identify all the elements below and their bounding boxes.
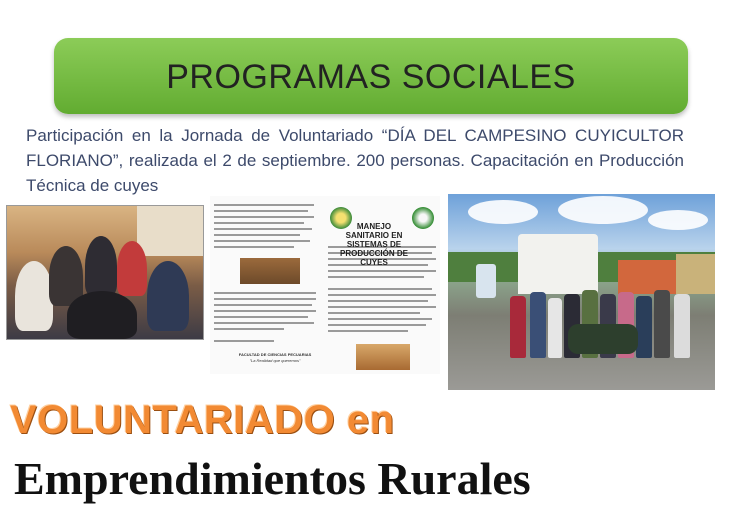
photo-person: [15, 261, 53, 331]
flyer-footer-motto: "La Realidad que queremos": [249, 358, 301, 363]
photo-person: [510, 296, 526, 358]
flyer-text-line: [214, 298, 316, 300]
workshop-photo: [6, 205, 204, 340]
flyer-image: [240, 258, 300, 284]
flyer-image: [356, 344, 410, 370]
photo-person: [147, 261, 189, 331]
heading-voluntariado: VOLUNTARIADO en: [10, 398, 395, 442]
photo-person: [568, 324, 638, 354]
photo-person: [654, 290, 670, 358]
flyer-text-line: [214, 246, 294, 248]
flyer-text-line: [214, 328, 284, 330]
photo-person: [548, 298, 562, 358]
flyer-text-line: [328, 324, 426, 326]
flyer-text-line: [328, 288, 432, 290]
flyer-text-line: [214, 310, 316, 312]
flyer-text-line: [214, 222, 304, 224]
photo-person: [67, 291, 137, 339]
flyer-text-line: [328, 312, 420, 314]
flyer-footer: FACULTAD DE CIENCIAS PECUARIAS: [238, 352, 312, 357]
flyer-title: MANEJO SANITARIO EN SISTEMAS DE PRODUCCIÓN DE CUYES: [339, 222, 408, 267]
flyer-text-line: [328, 330, 408, 332]
photo-cloud: [468, 200, 538, 224]
flyer-text-line: [214, 316, 308, 318]
faculty-seal-icon: [412, 207, 434, 229]
flyer-text-line: [328, 306, 436, 308]
flyer-text-line: [214, 228, 312, 230]
flyer-text-line: [214, 292, 316, 294]
photo-cloud: [558, 196, 648, 224]
photo-building: [618, 260, 678, 294]
photo-tank: [476, 264, 496, 298]
banner-title: PROGRAMAS SOCIALES: [166, 58, 576, 96]
flyer-text-line: [328, 276, 424, 278]
flyer-text-line: [328, 300, 428, 302]
flyer-text-line: [214, 240, 310, 242]
flyer-text-line: [328, 318, 432, 320]
photo-building: [676, 254, 715, 294]
flyer-text-line: [328, 294, 436, 296]
photo-cloud: [648, 210, 708, 230]
photo-window: [137, 206, 203, 256]
description-text: Participación en la Jornada de Voluntariado “DÍA DEL CAMPESINO CUYICULTOR FLORIANO”, realizada el 2 de septiembre. 200 personas. Capacitación en Producción Técnica de cuyes: [26, 126, 684, 195]
flyer-text-line: [214, 216, 314, 218]
photo-person: [674, 294, 690, 358]
group-photo: [448, 194, 715, 390]
photo-monument: [518, 234, 598, 294]
photo-person: [117, 241, 147, 296]
photo-person: [636, 296, 652, 358]
flyer-text-line: [214, 204, 314, 206]
photo-person: [530, 292, 546, 358]
flyer-text-line: [214, 340, 274, 342]
flyer-text-line: [214, 210, 308, 212]
section-banner: [54, 38, 688, 114]
flyer-text-line: [214, 234, 300, 236]
photo-person: [85, 236, 117, 296]
flyer-text-line: [214, 322, 314, 324]
heading-emprendimientos: Emprendimientos Rurales: [14, 453, 531, 504]
flyer-text-line: [214, 304, 312, 306]
flyer-text-line: [328, 270, 436, 272]
